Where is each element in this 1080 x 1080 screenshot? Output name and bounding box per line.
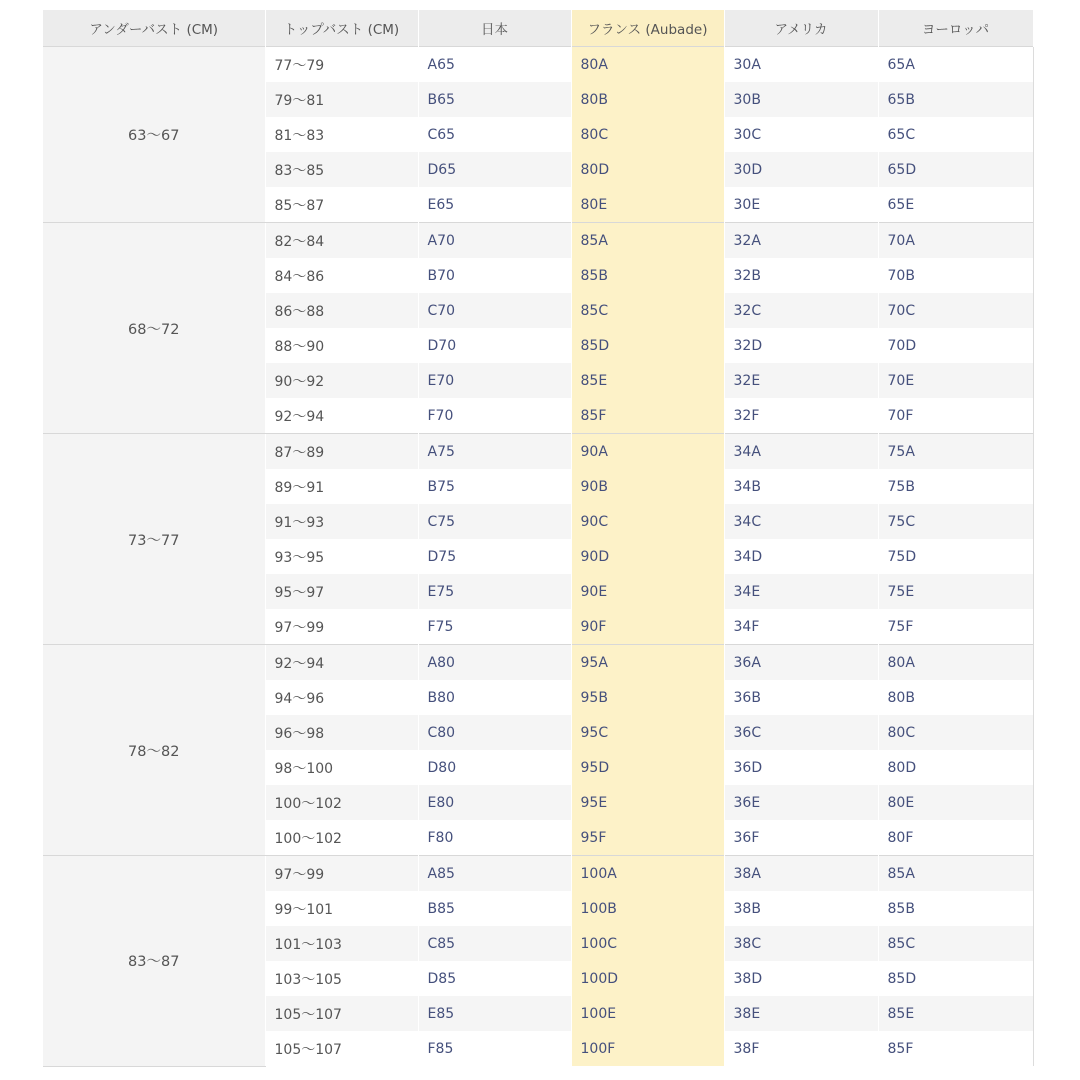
underbust-cell: 78～82: [43, 645, 265, 856]
usa-size-cell: 36C: [724, 715, 878, 750]
usa-size-cell: 30C: [724, 117, 878, 152]
usa-size-cell: 30E: [724, 187, 878, 223]
usa-size-cell: 38A: [724, 856, 878, 892]
usa-size-cell: 32A: [724, 223, 878, 259]
usa-size-cell: 30A: [724, 47, 878, 83]
topbust-cell: 82～84: [265, 223, 418, 259]
europe-size-cell: 80A: [878, 645, 1033, 681]
bra-size-conversion-table: [43, 10, 1034, 1067]
topbust-cell: 85～87: [265, 187, 418, 223]
japan-size-cell: B75: [418, 469, 571, 504]
japan-size-cell: E65: [418, 187, 571, 223]
japan-size-cell: B80: [418, 680, 571, 715]
topbust-cell: 92～94: [265, 645, 418, 681]
japan-size-cell: B70: [418, 258, 571, 293]
topbust-cell: 105～107: [265, 996, 418, 1031]
topbust-cell: 101～103: [265, 926, 418, 961]
header-usa: アメリカ: [724, 10, 878, 47]
topbust-cell: 105～107: [265, 1031, 418, 1066]
table-header: [43, 10, 1033, 47]
europe-size-cell: 75F: [878, 609, 1033, 645]
usa-size-cell: 36D: [724, 750, 878, 785]
topbust-cell: 79～81: [265, 82, 418, 117]
europe-size-cell: 80F: [878, 820, 1033, 856]
japan-size-cell: A65: [418, 47, 571, 83]
table-row: [43, 223, 1033, 259]
europe-size-cell: 75A: [878, 434, 1033, 470]
topbust-cell: 94～96: [265, 680, 418, 715]
topbust-cell: 87～89: [265, 434, 418, 470]
header-row: [43, 10, 1033, 47]
france-size-cell: 80E: [571, 187, 724, 223]
japan-size-cell: D80: [418, 750, 571, 785]
header-japan: 日本: [418, 10, 571, 47]
france-size-cell: 100A: [571, 856, 724, 892]
europe-size-cell: 70F: [878, 398, 1033, 434]
europe-size-cell: 65A: [878, 47, 1033, 83]
underbust-cell: 63～67: [43, 47, 265, 223]
usa-size-cell: 36F: [724, 820, 878, 856]
topbust-cell: 92～94: [265, 398, 418, 434]
france-size-cell: 95D: [571, 750, 724, 785]
europe-size-cell: 85D: [878, 961, 1033, 996]
japan-size-cell: C85: [418, 926, 571, 961]
japan-size-cell: C65: [418, 117, 571, 152]
usa-size-cell: 34A: [724, 434, 878, 470]
header-underbust: アンダーバスト (CM): [43, 10, 265, 47]
topbust-cell: 100～102: [265, 785, 418, 820]
france-size-cell: 90E: [571, 574, 724, 609]
table-row: [43, 47, 1033, 83]
france-size-cell: 100C: [571, 926, 724, 961]
japan-size-cell: D85: [418, 961, 571, 996]
usa-size-cell: 38D: [724, 961, 878, 996]
japan-size-cell: D70: [418, 328, 571, 363]
topbust-cell: 86～88: [265, 293, 418, 328]
japan-size-cell: D75: [418, 539, 571, 574]
underbust-cell: 83～87: [43, 856, 265, 1067]
europe-size-cell: 70C: [878, 293, 1033, 328]
topbust-cell: 83～85: [265, 152, 418, 187]
japan-size-cell: F70: [418, 398, 571, 434]
france-size-cell: 85D: [571, 328, 724, 363]
header-europe: ヨーロッパ: [878, 10, 1033, 47]
topbust-cell: 84～86: [265, 258, 418, 293]
france-size-cell: 85C: [571, 293, 724, 328]
topbust-cell: 97～99: [265, 856, 418, 892]
france-size-cell: 95A: [571, 645, 724, 681]
france-size-cell: 80C: [571, 117, 724, 152]
europe-size-cell: 80C: [878, 715, 1033, 750]
japan-size-cell: D65: [418, 152, 571, 187]
usa-size-cell: 36E: [724, 785, 878, 820]
europe-size-cell: 70D: [878, 328, 1033, 363]
topbust-cell: 88～90: [265, 328, 418, 363]
usa-size-cell: 32C: [724, 293, 878, 328]
france-size-cell: 100E: [571, 996, 724, 1031]
europe-size-cell: 75B: [878, 469, 1033, 504]
usa-size-cell: 32F: [724, 398, 878, 434]
france-size-cell: 95E: [571, 785, 724, 820]
europe-size-cell: 85B: [878, 891, 1033, 926]
usa-size-cell: 38E: [724, 996, 878, 1031]
france-size-cell: 100B: [571, 891, 724, 926]
japan-size-cell: E80: [418, 785, 571, 820]
table-row: [43, 856, 1033, 892]
usa-size-cell: 34E: [724, 574, 878, 609]
france-size-cell: 95C: [571, 715, 724, 750]
topbust-cell: 81～83: [265, 117, 418, 152]
france-size-cell: 80D: [571, 152, 724, 187]
japan-size-cell: C80: [418, 715, 571, 750]
france-size-cell: 85F: [571, 398, 724, 434]
europe-size-cell: 65C: [878, 117, 1033, 152]
usa-size-cell: 32B: [724, 258, 878, 293]
europe-size-cell: 70E: [878, 363, 1033, 398]
usa-size-cell: 30B: [724, 82, 878, 117]
table-body: [43, 47, 1033, 1067]
europe-size-cell: 75D: [878, 539, 1033, 574]
usa-size-cell: 34C: [724, 504, 878, 539]
france-size-cell: 85B: [571, 258, 724, 293]
topbust-cell: 89～91: [265, 469, 418, 504]
japan-size-cell: A75: [418, 434, 571, 470]
japan-size-cell: B65: [418, 82, 571, 117]
usa-size-cell: 38F: [724, 1031, 878, 1066]
header-topbust: トップバスト (CM): [265, 10, 418, 47]
underbust-cell: 68～72: [43, 223, 265, 434]
usa-size-cell: 36A: [724, 645, 878, 681]
france-size-cell: 90F: [571, 609, 724, 645]
europe-size-cell: 85E: [878, 996, 1033, 1031]
topbust-cell: 97～99: [265, 609, 418, 645]
japan-size-cell: A85: [418, 856, 571, 892]
france-size-cell: 100D: [571, 961, 724, 996]
table-row: [43, 645, 1033, 681]
japan-size-cell: A70: [418, 223, 571, 259]
france-size-cell: 100F: [571, 1031, 724, 1066]
topbust-cell: 90～92: [265, 363, 418, 398]
usa-size-cell: 34B: [724, 469, 878, 504]
europe-size-cell: 85F: [878, 1031, 1033, 1066]
japan-size-cell: B85: [418, 891, 571, 926]
france-size-cell: 80B: [571, 82, 724, 117]
header-france: フランス (Aubade): [571, 10, 724, 47]
usa-size-cell: 36B: [724, 680, 878, 715]
europe-size-cell: 65B: [878, 82, 1033, 117]
japan-size-cell: F85: [418, 1031, 571, 1066]
europe-size-cell: 65D: [878, 152, 1033, 187]
topbust-cell: 99～101: [265, 891, 418, 926]
japan-size-cell: C70: [418, 293, 571, 328]
europe-size-cell: 80B: [878, 680, 1033, 715]
france-size-cell: 90C: [571, 504, 724, 539]
topbust-cell: 93～95: [265, 539, 418, 574]
europe-size-cell: 75C: [878, 504, 1033, 539]
france-size-cell: 90A: [571, 434, 724, 470]
france-size-cell: 90B: [571, 469, 724, 504]
size-table-wrapper: [43, 10, 1033, 1067]
france-size-cell: 80A: [571, 47, 724, 83]
france-size-cell: 85E: [571, 363, 724, 398]
japan-size-cell: F75: [418, 609, 571, 645]
topbust-cell: 77～79: [265, 47, 418, 83]
japan-size-cell: E70: [418, 363, 571, 398]
france-size-cell: 85A: [571, 223, 724, 259]
europe-size-cell: 70A: [878, 223, 1033, 259]
europe-size-cell: 85C: [878, 926, 1033, 961]
japan-size-cell: A80: [418, 645, 571, 681]
topbust-cell: 95～97: [265, 574, 418, 609]
topbust-cell: 91～93: [265, 504, 418, 539]
usa-size-cell: 30D: [724, 152, 878, 187]
usa-size-cell: 34D: [724, 539, 878, 574]
japan-size-cell: E85: [418, 996, 571, 1031]
europe-size-cell: 65E: [878, 187, 1033, 223]
usa-size-cell: 32D: [724, 328, 878, 363]
france-size-cell: 95B: [571, 680, 724, 715]
europe-size-cell: 80E: [878, 785, 1033, 820]
topbust-cell: 96～98: [265, 715, 418, 750]
usa-size-cell: 38C: [724, 926, 878, 961]
japan-size-cell: F80: [418, 820, 571, 856]
japan-size-cell: C75: [418, 504, 571, 539]
europe-size-cell: 75E: [878, 574, 1033, 609]
japan-size-cell: E75: [418, 574, 571, 609]
topbust-cell: 103～105: [265, 961, 418, 996]
table-row: [43, 434, 1033, 470]
europe-size-cell: 70B: [878, 258, 1033, 293]
europe-size-cell: 85A: [878, 856, 1033, 892]
topbust-cell: 100～102: [265, 820, 418, 856]
topbust-cell: 98～100: [265, 750, 418, 785]
usa-size-cell: 38B: [724, 891, 878, 926]
france-size-cell: 90D: [571, 539, 724, 574]
underbust-cell: 73～77: [43, 434, 265, 645]
usa-size-cell: 34F: [724, 609, 878, 645]
europe-size-cell: 80D: [878, 750, 1033, 785]
france-size-cell: 95F: [571, 820, 724, 856]
usa-size-cell: 32E: [724, 363, 878, 398]
